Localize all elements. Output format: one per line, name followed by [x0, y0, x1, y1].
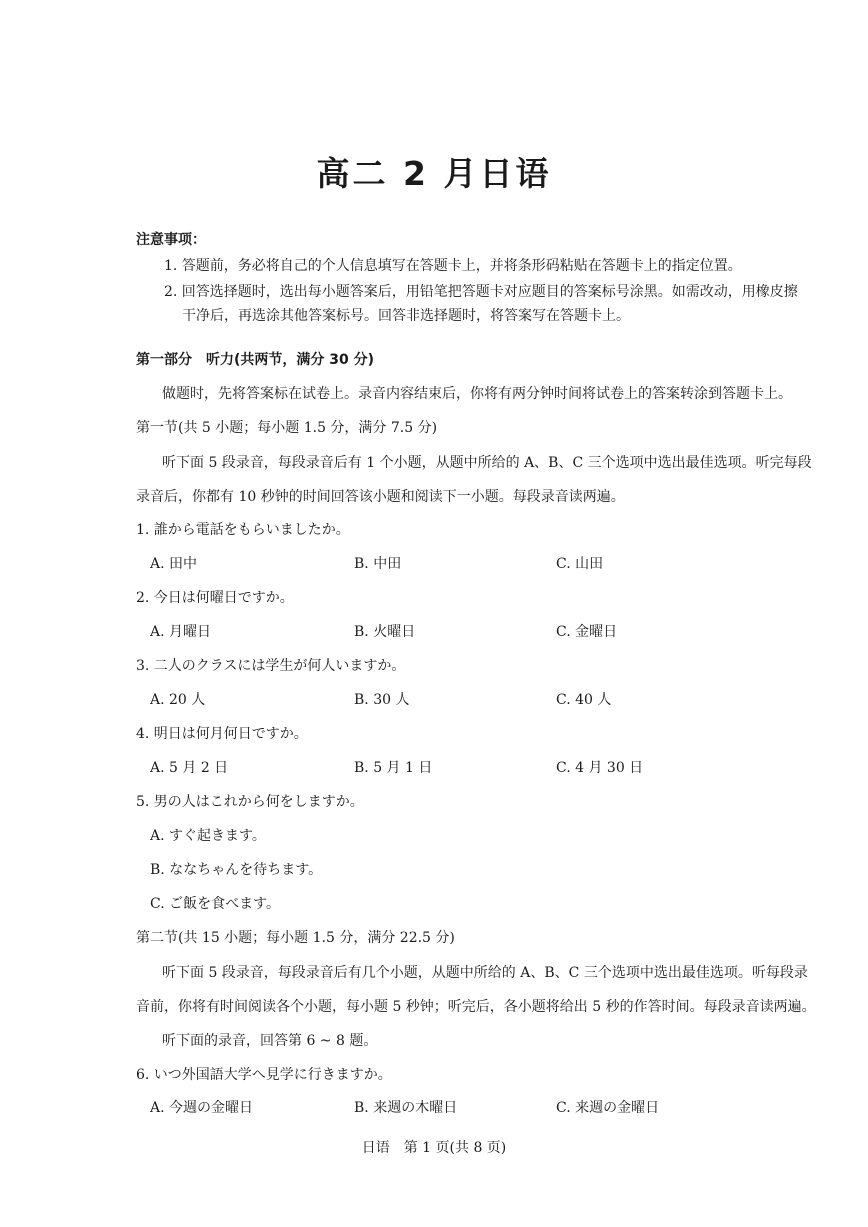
option-c: C. 40 人 [556, 692, 612, 708]
notice-item-2-cont: 干净后，再选涂其他答案标号。回答非选择题时，将答案写在答题卡上。 [182, 308, 630, 324]
part1-heading: 第一部分 听力(共两节，满分 30 分) [136, 352, 375, 368]
option-a: A. 今週の金曜日 [150, 1100, 254, 1116]
option-a: A. 月曜日 [150, 624, 212, 640]
section2-heading: 第二节(共 15 小题；每小题 1.5 分，满分 22.5 分) [136, 930, 455, 946]
notice-item-2: 2. 回答选择题时，选出每小题答案后，用铅笔把答题卡对应题目的答案标号涂黑。如需改动，用橡皮擦 [164, 284, 798, 300]
option-a: A. 田中 [150, 556, 198, 572]
notice-heading: 注意事项： [136, 232, 206, 248]
section1-desc: 听下面 5 段录音，每段录音后有 1 个小题，从题中所给的 A、B、C 三个选项中选出最佳选项。听完每段 [162, 455, 812, 471]
option-c: C. 山田 [556, 556, 604, 572]
option-b: B. 中田 [354, 556, 402, 572]
option-b: B. 来週の木曜日 [354, 1100, 458, 1116]
question-stem: 3. 二人のクラスには学生が何人いますか。 [136, 658, 406, 674]
question-stem: 2. 今日は何曜日ですか。 [136, 590, 294, 606]
section2-desc: 听下面 5 段录音，每段录音后有几个小题，从题中所给的 A、B、C 三个选项中选出最佳选项。听每段录 [162, 965, 808, 981]
option-a: A. 20 人 [150, 692, 206, 708]
question-stem: 1. 誰から電話をもらいましたか。 [136, 522, 350, 538]
option-c: C. 来週の金曜日 [556, 1100, 660, 1116]
option-c: C. ご飯を食べます。 [150, 896, 280, 912]
section1-heading: 第一节(共 5 小题；每小题 1.5 分，满分 7.5 分) [136, 420, 438, 436]
option-c: C. 金曜日 [556, 624, 618, 640]
option-b: B. 5 月 1 日 [354, 760, 433, 776]
notice-item-1: 1. 答题前，务必将自己的个人信息填写在答题卡上，并将条形码粘贴在答题卡上的指定位置。 [164, 258, 742, 274]
section2-subinstruction: 听下面的录音，回答第 6 ~ 8 题。 [162, 1033, 378, 1049]
question-stem: 4. 明日は何月何日ですか。 [136, 726, 308, 742]
option-a: A. 5 月 2 日 [150, 760, 229, 776]
page-title: 高二 2 月日语 [316, 154, 552, 193]
section1-desc-cont: 录音后，你都有 10 秒钟的时间回答该小题和阅读下一小题。每段录音读两遍。 [136, 489, 625, 505]
option-c: C. 4 月 30 日 [556, 760, 644, 776]
option-a: A. すぐ起きます。 [150, 828, 266, 844]
part1-instruction: 做题时，先将答案标在试卷上。录音内容结束后，你将有两分钟时间将试卷上的答案转涂到答题卡上。 [162, 386, 792, 402]
question-stem: 6. いつ外国語大学へ見学に行きますか。 [136, 1067, 392, 1083]
page-footer: 日语 第 1 页(共 8 页) [361, 1140, 507, 1156]
option-b: B. 30 人 [354, 692, 410, 708]
option-b: B. ななちゃんを待ちます。 [150, 862, 323, 878]
option-b: B. 火曜日 [354, 624, 416, 640]
question-stem: 5. 男の人はこれから何をしますか。 [136, 794, 364, 810]
section2-desc-cont: 音前，你将有时间阅读各个小题，每小题 5 秒钟；听完后，各小题将给出 5 秒的作答时间。每段录音读两遍。 [136, 999, 816, 1015]
